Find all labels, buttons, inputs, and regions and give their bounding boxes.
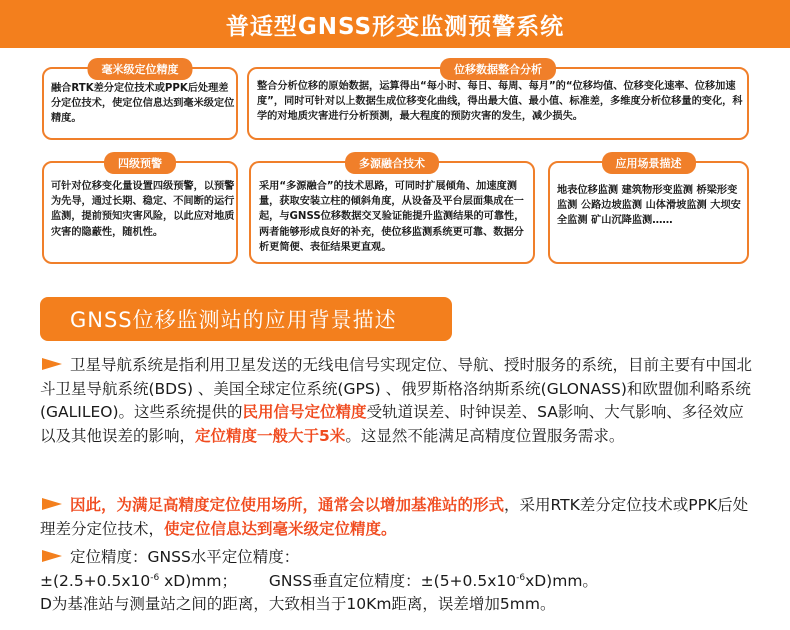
precision-spec-heading: 定位精度：GNSS水平定位精度：: [70, 548, 300, 566]
p2-highlight-2: 使定位信息达到毫米级定位精度。: [164, 519, 397, 538]
card-body-scenes: 地表位移监测 建筑物形变监测 桥梁形变监测 公路边坡监测 山体滑坡监测 大坝安全监测 矿山沉降监测……: [557, 185, 741, 227]
top-title: 普适型GNSS形变监测预警系统: [225, 13, 565, 40]
card-tag-precision: 毫米级定位精度: [88, 58, 193, 80]
feature-card-analysis: [247, 63, 749, 140]
paragraph-background: [40, 354, 752, 448]
card-body-precision: 融合RTK差分定位技术或PPK后处理差分定位技术，使定位信息达到毫米级定位精度。: [51, 83, 235, 125]
p1-highlight-2: 定位精度一般大于5米: [195, 426, 346, 445]
card-body-fusion: 采用“多源融合”的技术思路，可同时扩展倾角、加速度测量，获取安装立柱的倾斜角度，从设备及平台层面集成在一起，与GNSS位移数据交叉验证能提升监测结果的可靠性，两者能够形成良好的补充，使位移监测系统更可靠、数据分析更简便、表征结果更直观。: [259, 181, 525, 253]
vertical-precision-label: GNSS垂直定位精度：: [268, 571, 421, 590]
p2-highlight-1: 因此，为满足高精度定位使用场所，通常会以增加基准站的形式: [70, 496, 505, 514]
vertical-precision-exponent: -6: [516, 572, 526, 583]
vertical-precision-suffix: xD)mm。: [525, 571, 598, 590]
section-title-banner: [40, 297, 452, 341]
card-body-analysis: 整合分析位移的原始数据，运算得出“每小时、每日、每周、每月”的“位移均值、位移变化速率、位移加速度”，同时可针对以上数据生成位移变化曲线，得出最大值、最小值、标准差，多维度分析位移量的变化，科学的对地质灾害进行分析预测，最大程度的预防灾害的发生，减少损失。: [257, 81, 743, 123]
horizontal-precision-suffix: xD)mm；: [159, 571, 237, 590]
p1-text-3: 。这显然不能满足高精度位置服务需求。: [345, 426, 625, 445]
card-tag-alert: 四级预警: [104, 152, 176, 174]
card-tag-fusion: 多源融合技术: [345, 152, 439, 174]
p1-text-1: 卫星导航系统是指利用卫星发送的无线电信号实现定位、导航、授时服务的系统，目前主要有中国北斗卫星导航系统(BDS) 、美国全球定位系统(GPS) 、俄罗斯格洛纳斯系统(GLONASS)和欧盟伽利略系统(GALILEO)。这些系统提供的: [40, 356, 753, 421]
precision-spec-line-2: [40, 570, 752, 594]
top-title-banner: [0, 0, 790, 48]
precision-spec-line-3: D为基准站与测量站之间的距离，大致相当于10Km距离，误差增加5mm。: [40, 595, 556, 613]
card-tag-scenes: 应用场景描述: [602, 152, 696, 174]
paragraph-precision-spec: [40, 546, 752, 617]
horizontal-precision-prefix: ±(2.5+0.5x10: [40, 571, 151, 590]
arrow-bullet-icon: [42, 498, 62, 510]
horizontal-precision-exponent: -6: [150, 572, 160, 583]
feature-card-scenes: [548, 157, 749, 264]
paragraph-solution: [40, 494, 752, 541]
feature-card-alert: [42, 157, 238, 264]
p1-text-2: 受轨道误差、时钟误差、SA影响、大气影响、多径效应以及其他误差的影响，: [40, 403, 744, 445]
precision-spec-line-1: [40, 546, 752, 570]
arrow-bullet-icon: [42, 358, 62, 370]
card-tag-analysis: 位移数据整合分析: [440, 58, 556, 80]
p2-text-1: ，采用RTK差分定位技术或PPK后处理差分定位技术，: [40, 496, 749, 538]
section-title: GNSS位移监测站的应用背景描述: [70, 308, 397, 332]
arrow-bullet-icon: [42, 550, 62, 562]
vertical-precision-prefix: ±(5+0.5x10: [420, 571, 517, 590]
feature-card-precision: [42, 63, 238, 140]
card-body-alert: 可针对位移变化量设置四级预警，以预警为先导，通过长期、稳定、不间断的运行监测，提前预知灾害风险，以此应对地质灾害的隐蔽性，随机性。: [51, 181, 235, 238]
feature-card-fusion: [249, 157, 535, 264]
p1-highlight-1: 民用信号定位精度: [242, 403, 367, 421]
